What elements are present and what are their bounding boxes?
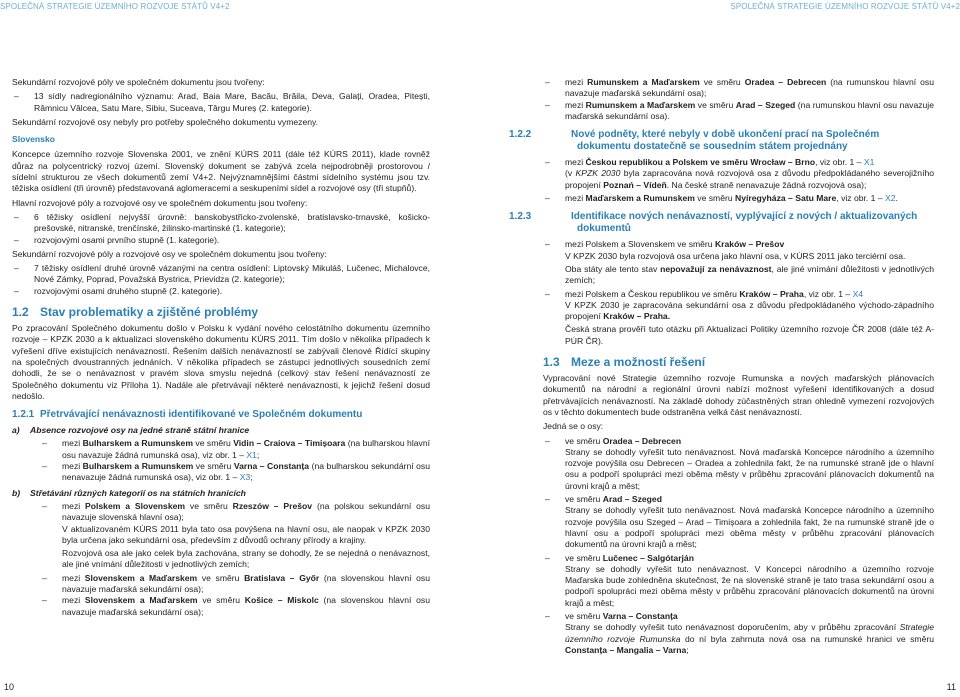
list-item: – mezi Maďarskem a Rumunskem ve směru Nyíregyháza – Satu Mare, viz obr. 1 – X2. <box>543 193 934 204</box>
list <box>12 438 430 483</box>
list <box>12 91 430 114</box>
running-header-left: SPOLEČNÁ STRATEGIE ÚZEMNÍHO ROZVOJE STÁTŮ V4+2 <box>0 2 230 11</box>
list-item-note: Oba státy ale tento stav nepovažují za nenávaznost, ale jiné vnímání důležitosti v jednotlivých zemích; <box>565 263 934 286</box>
list <box>543 157 934 204</box>
list-item-note: Česká strana prověří tuto otázku při Aktualizaci Politiky územního rozvoje ČR 2008 (dále též A-PÚR ČR). <box>565 324 934 346</box>
list <box>543 436 934 657</box>
list-item: – mezi Rumunskem a Maďarskem ve směru Oradea – Debrecen (na rumunskou hlavní osu navazuje maďarská sekundární osa); <box>543 77 934 100</box>
left-column <box>12 77 430 621</box>
list-item: – 13 sídly nadregionálního významu: Arad, Baia Mare, Bacău, Brăila, Deva, Galați, Oradea, Pitești, Râmnicu Vâlcea, Satu Mare, Sibiu, Suceava, Târgu Mureș (2. kategorie). <box>12 91 430 114</box>
right-page <box>480 0 960 697</box>
list-item-note: Strany se dohodly vyřešit tuto nenávaznost. Nová maďarská Koncepce národního a územního rozvoje povýšila osu Debrecen – Oradea a zohlednila fakt, že na rumunské straně jde o hlavní osu a podpoří spolupráci mezi oběma městy v průběhu zpracování plánovacích dokumentů na úrovni krajů a měst; <box>565 446 934 491</box>
list-item-note: Strany se dohodly vyřešit tuto nenávaznost. V Koncepci národního a územního rozvoje Maďarska bude zohledněna skutečnost, že na slovenské straně je tato trasa sekundární osou a podpoří spolupráci mezi oběma městy v průběhu zpracování plánovacích dokumentů na úrovni krajů a měst; <box>565 563 934 608</box>
section-heading-1-2-1: 1.2.1 Přetrvávající nenávaznosti identifikované ve Společném dokumentu <box>12 409 363 421</box>
list-item: – ve směru Oradea – Debrecen <box>543 436 934 447</box>
running-header-right: SPOLEČNÁ STRATEGIE ÚZEMNÍHO ROZVOJE STÁTŮ V4+2 <box>730 2 960 11</box>
paragraph: Sekundární rozvojové póly ve společném dokumentu jsou tvořeny: <box>12 77 265 87</box>
list <box>12 263 430 297</box>
page-number-left: 10 <box>4 681 15 692</box>
list-item: – mezi Polskem a Slovenskem ve směru Rzeszów – Prešov (na polskou sekundární osu navazuje slovenská hlavní osa); <box>12 501 430 524</box>
list-item-note: Strany se dohodly vyřešit tuto nenávaznost. Nová maďarská Koncepce národního a územního rozvoje povýšila osu Szeged – Arad – Timișoara a zohlednila fakt, že na rumunské straně jde o hlavní osu a podpoří spolupráci mezi oběma městy v průběhu zpracování plánovacích dokumentů na úrovni krajů a měst; <box>565 505 934 550</box>
list-item: – mezi Bulharskem a Rumunskem ve směru Varna – Constanța (na bulharskou sekundární osu nenavazuje žádná rumunská osa), viz obr. 1 – X3; <box>12 461 430 484</box>
list-item: – rozvojovými osami druhého stupně (2. kategorie). <box>12 286 430 297</box>
list-item-note: Strany se dohodly vyřešit tuto nenávaznost doporučením, aby v průběhu zpracování Strategie územního rozvoje Rumunska do ní byla zahrnuta nová osa na rumunské hranici ve směru Constanța – Mangalia – Varna; <box>565 622 935 655</box>
list-item: – mezi Polskem a Slovenskem ve směru Kraków – Prešov <box>543 239 934 250</box>
paragraph: Jedná se o osy: <box>543 421 604 432</box>
paragraph: Sekundární rozvojové osy nebyly pro potřeby společného dokumentu vymezeny. <box>12 116 319 127</box>
section-heading-1-2-2: 1.2.2 Nové podněty, které nebyly v době ukončení prací na Společném dokumentu dostatečně se sousedním státem projednány <box>509 129 880 153</box>
list-item: – mezi Slovenskem a Maďarskem ve směru Bratislava – Győr (na slovenskou hlavní osu navazuje maďarská sekundární osa); <box>12 573 430 596</box>
list-item: – ve směru Varna – Constanța <box>543 611 934 622</box>
list-item-note: V KPZK 2030 byla rozvojová osa určena jako hlavní osa, v KÚRS 2011 jako terciérní osa. <box>565 250 906 261</box>
list-item: – ve směru Lučenec – Salgótarján <box>543 553 934 564</box>
country-heading-slovensko: Slovensko <box>12 134 55 145</box>
list <box>12 212 430 246</box>
subsection-label-b: b) Střetávání různých kategorií os na státních hranicích <box>12 487 246 498</box>
list <box>543 77 934 122</box>
list-item: – mezi Slovenskem a Maďarskem ve směru Košice – Miskolc (na slovenskou hlavní osu navazuje maďarská sekundární osa); <box>12 595 430 618</box>
list-item: – mezi Českou republikou a Polskem ve směru Wrocław – Brno, viz obr. 1 – X1 <box>543 157 934 168</box>
list-item: – ve směru Arad – Szeged <box>543 494 934 505</box>
right-column <box>509 77 935 659</box>
list-item: – 6 těžisky osídlení nejvyšší úrovně: banskobystřicko-zvolenské, bratislavsko-trnavské, košicko-prešovské, nitranské, trenčínské, žilinsko-martinské (1. kategorie); <box>12 212 430 235</box>
paragraph: Sekundární rozvojové póly a rozvojové osy ve společném dokumentu jsou tvořeny: <box>12 248 327 259</box>
section-heading-1-2: 1.2 Stav problematiky a zjištěné problémy <box>12 305 259 320</box>
list-item-note: (v KPZK 2030 byla zapracována nová rozvojová osa z důvodu předpokládaného severojižního propojení Poznań – Vídeň. Na české straně nenavazuje žádná rozvojová osa); <box>565 168 935 190</box>
list <box>12 501 430 618</box>
list-item: – rozvojovými osami prvního stupně (1. kategorie). <box>12 235 430 246</box>
list-item: – mezi Bulharskem a Rumunskem ve směru Vidin – Craiova – Timișoara (na bulharskou hlavní osu navazuje žádná rumunská osa), viz obr. 1 – X1; <box>12 438 430 461</box>
section-heading-1-2-3: 1.2.3 Identifikace nových nenávazností, vyplývající z nových / aktualizovaných dokumentů <box>509 211 918 235</box>
list-item-note: V aktualizovaném KÚRS 2011 byla tato osa povýšena na hlavní osu, ale naopak v KPZK 2030 byla určena jako sekundární osa, především z důvodů ochrany přírody a krajiny. <box>62 523 430 545</box>
subsection-label-a: a) Absence rozvojové osy na jedné straně státní hranice <box>12 425 250 436</box>
paragraph: Hlavní rozvojové póly a rozvojové osy ve společném dokumentu jsou tvořeny: <box>12 197 308 208</box>
page-number-right: 11 <box>946 681 956 692</box>
section-heading-1-3: 1.3 Meze a možností řešení <box>543 355 706 370</box>
list-item: – mezi Polskem a Českou republikou ve směru Kraków – Praha, viz obr. 1 – X4 <box>543 289 934 300</box>
list-item-note: V KPZK 2030 je zapracována sekundární osa z důvodu předpokládaného východo-západního propojení Kraków – Praha. <box>565 299 934 322</box>
paragraph: Po zpracování Společného dokumentu došlo v Polsku k vydání nového celostátního dokumentu územního rozvoje – KPZK 2030 a k aktualizaci slovenského dokumentu KÚRS 2011. Tím došlo v několika případech k vyřešení dříve existujících nenávazností. Řešením dalších nenávazností se zabývali členové Řídící skupiny na společných dvoustranných jednáních. V několika případech se zástupci jednotlivých sousedních zemí dohodli, že se o nenávaznost v pravém slova smyslu nejedná (celkový stav řešení nenávazností ze Společného dokumentu viz Příloha 1). Nadále ale přetrvávají některé nenávaznosti, k jejichž řešení dosud nedošlo. <box>12 323 430 401</box>
list <box>543 239 934 347</box>
list-item: – mezi Rumunskem a Maďarskem ve směru Arad – Szeged (na rumunskou hlavní osu navazuje maďarská sekundární osa). <box>543 100 934 123</box>
list-item: – 7 těžisky osídlení druhé úrovně vázanými na centra osídlení: Liptovský Mikuláš, Lučenec, Michalovce, Nové Zámky, Poprad, Považská Bystrica, Prievidza (2. kategorie); <box>12 263 430 286</box>
paragraph: Koncepce územního rozvoje Slovenska 2001, ve znění KÚRS 2011 (dále též KÚRS 2011), klade rovněž důraz na polycentrický rozvoj území. Slovenský dokument se zabývá zcela nejpodrobněji prostorovou / sídelní strukturou ze všech dokumentů zemí V4+2. Nejvýznamnějšími částmi sídelního systému jsou tzv. těžiska osídlení (tři úrovně) představovaná aglomeracemi a seskupeními sídel a rozvojové osy (tři stupňů). <box>12 149 430 194</box>
paragraph: Vypracování nové Strategie územního rozvoje Rumunska a nových maďarských plánovacích dokumentů na národní a regionální úrovni nabízí možnost vyřešení identifikovaných a dosud přetrvávajících nenávazností. Na základě dohody zúčastněných stran ohledně vymezení rozvojových os v těchto dokumentech bude odstraněna velká část nenávazností. <box>543 373 934 417</box>
list-item-note: Rozvojová osa ale jako celek byla zachována, strany se dohodly, že se nejedná o nenávaznost, ale jiné vnímání důležitosti v jednotlivých zemích; <box>62 548 430 570</box>
